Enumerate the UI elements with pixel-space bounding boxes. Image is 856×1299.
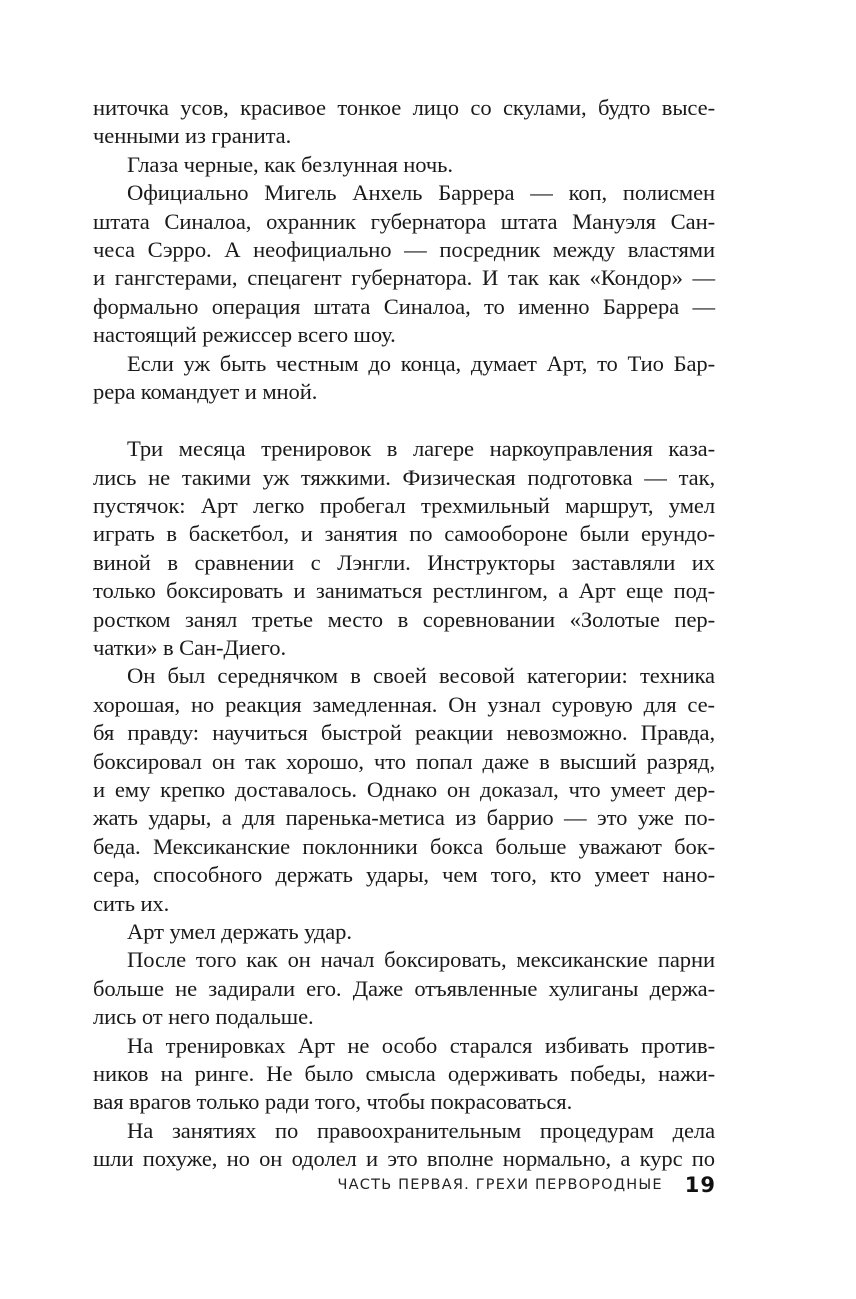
text-line: играть в баскетбол, и занятия по самообороне были ерундо- xyxy=(93,521,715,547)
text-line: пустячок: Арт легко пробегал трехмильный маршрут, умел xyxy=(93,493,715,519)
paragraph xyxy=(93,918,715,946)
text-line: Если уж быть честным до конца, думает Арт, то Тио Бар- xyxy=(127,350,715,376)
paragraph xyxy=(93,179,715,349)
paragraph xyxy=(93,350,715,407)
text-line: ниточка усов, красивое тонкое лицо со скулами, будто высе- xyxy=(93,95,715,120)
text-line: виной в сравнении с Лэнгли. Инструкторы заставляли их xyxy=(93,549,715,575)
text-line: ростком занял третье место в соревновании «Золотые пер- xyxy=(93,606,715,632)
page-footer xyxy=(268,1172,716,1198)
text-line: После того как он начал боксировать, мексиканские парни xyxy=(127,947,715,973)
text-line: Три месяца тренировок в лагере наркоуправления каза- xyxy=(127,436,715,462)
text-line: Официально Мигель Анхель Баррера — коп, полисмен xyxy=(127,180,715,206)
text-line: лись от него подальше. xyxy=(93,1004,314,1030)
text-line: больше не задирали его. Даже отъявленные хулиганы держа- xyxy=(93,975,715,1001)
text-line: только боксировать и заниматься рестлингом, а Арт еще под- xyxy=(93,578,715,604)
text-line: Он был середнячком в своей весовой категории: техника xyxy=(127,663,715,689)
text-line: Глаза черные, как безлунная ночь. xyxy=(127,151,453,177)
text-line: беда. Мексиканские поклонники бокса больше уважают бок- xyxy=(93,833,715,859)
text-line: чатки» в Сан-Диего. xyxy=(93,635,287,661)
text-line: бя правду: научиться быстрой реакции невозможно. Правда, xyxy=(93,720,715,746)
section-break xyxy=(93,406,715,435)
text-line: лись не такими уж тяжкими. Физическая подготовка — так, xyxy=(93,464,715,490)
text-line: На занятиях по правоохранительным процедурам дела xyxy=(127,1117,715,1143)
text-line: жать удары, а для паренька-метиса из баррио — это уже по- xyxy=(93,805,715,831)
paragraph xyxy=(93,662,715,918)
text-line: и ему крепко доставалось. Однако он доказал, что умеет дер- xyxy=(93,776,715,802)
paragraph xyxy=(93,1117,715,1174)
text-line: штата Синалоа, охранник губернатора штата Мануэля Сан- xyxy=(93,208,715,234)
page-number: 19 xyxy=(684,1173,716,1197)
paragraph xyxy=(93,94,715,151)
text-line: формально операция штата Синалоа, то именно Баррера — xyxy=(93,293,715,319)
text-line: Арт умел держать удар. xyxy=(127,918,352,944)
text-line: боксировал он так хорошо, что попал даже в высший разряд, xyxy=(93,748,715,774)
text-line: хорошая, но реакция замедленная. Он узнал суровую для се- xyxy=(93,691,715,717)
paragraph xyxy=(93,946,715,1031)
text-line: рера командует и мной. xyxy=(93,378,318,404)
text-line: шли похуже, но он одолел и это вполне нормально, а курс по xyxy=(93,1146,715,1172)
text-line: чеса Сэрро. А неофициально — посредник между властями xyxy=(93,236,715,262)
text-line: и гангстерами, спецагент губернатора. И так как «Кондор» — xyxy=(93,265,715,291)
paragraph xyxy=(93,1032,715,1117)
running-head: ЧАСТЬ ПЕРВАЯ. ГРЕХИ ПЕРВОРОДНЫЕ xyxy=(337,1177,663,1193)
text-line: На тренировках Арт не особо старался избивать против- xyxy=(127,1032,715,1058)
text-line: ченными из гранита. xyxy=(93,123,292,149)
paragraph xyxy=(93,435,715,662)
text-line: ников на ринге. Не было смысла одерживать победы, нажи- xyxy=(93,1060,715,1086)
text-line: настоящий режиссер всего шоу. xyxy=(93,322,396,348)
text-line: сера, способного держать удары, чем того, кто умеет нано- xyxy=(93,862,715,888)
text-line: вая врагов только ради того, чтобы покрасоваться. xyxy=(93,1089,573,1115)
page-body xyxy=(93,94,715,1173)
text-line: сить их. xyxy=(93,890,170,916)
paragraph xyxy=(93,151,715,179)
